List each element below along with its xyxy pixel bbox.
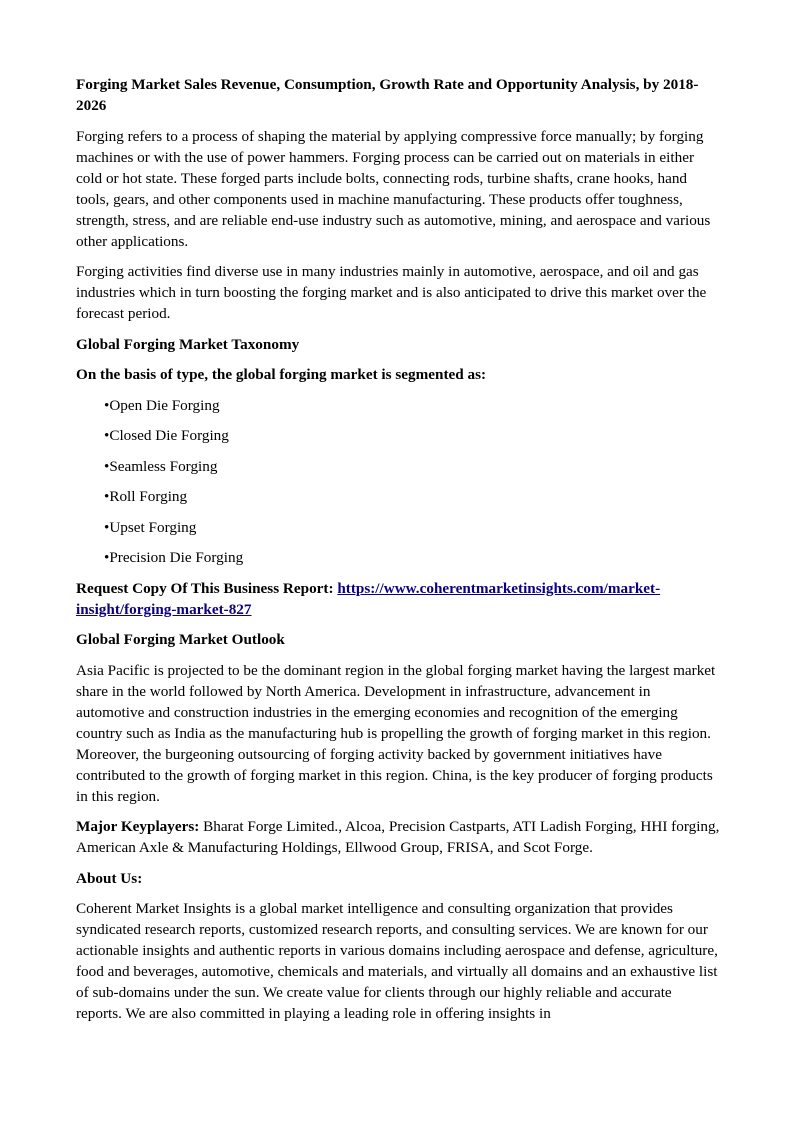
type-heading: On the basis of type, the global forging market is segmented as: bbox=[76, 366, 487, 383]
list-item: •Roll Forging bbox=[104, 488, 188, 505]
report-link[interactable]: https://www.coherentmarketinsights.com/market-insight/forging-market-827 bbox=[76, 579, 661, 618]
about-heading: About Us: bbox=[76, 869, 143, 887]
taxonomy-heading: Global Forging Market Taxonomy bbox=[76, 335, 300, 353]
request-label: Request Copy Of This Business Report: bbox=[76, 579, 334, 597]
keyplayers-label: Major Keyplayers: bbox=[76, 818, 200, 835]
list-item: •Upset Forging bbox=[104, 518, 197, 536]
outlook-heading: Global Forging Market Outlook bbox=[76, 631, 285, 648]
keyplayers-text: Bharat Forge Limited., Alcoa, Precision Castparts, ATI Ladish Forging, HHI forging, American Axle & Manufacturing Holdings, Ellwood Group, FRISA, and Scot Forge. bbox=[76, 818, 720, 856]
intro-paragraph-2: Forging activities find diverse use in many industries mainly in automotive, aerospace, and oil and gas industries which in turn boosting the forging market and is also anticipated to drive this market over the forecast period. bbox=[76, 263, 707, 322]
list-item: •Closed Die Forging bbox=[104, 427, 229, 444]
request-copy bbox=[76, 578, 720, 620]
list-item: •Open Die Forging bbox=[104, 396, 220, 414]
keyplayers-paragraph bbox=[76, 816, 720, 858]
list-item: •Precision Die Forging bbox=[104, 549, 244, 566]
about-paragraph: Coherent Market Insights is a global market intelligence and consulting organization that provides syndicated research reports, customized research reports, and consulting services. We are known for our actionable insights and authentic reports in various domains including aerospace and defense, agriculture, food and beverages, automotive, chemicals and materials, and virtually all domains and an exhaustive list of sub-domains under the sun. We create value for clients through our highly reliable and accurate reports. We are also committed in playing a leading role in offering insights in bbox=[76, 900, 718, 1022]
type-list bbox=[76, 395, 720, 569]
document-title: Forging Market Sales Revenue, Consumption, Growth Rate and Opportunity Analysis, by 2018-2026 bbox=[76, 76, 699, 114]
document-page bbox=[76, 74, 720, 1034]
list-item: •Seamless Forging bbox=[104, 457, 218, 475]
outlook-paragraph: Asia Pacific is projected to be the dominant region in the global forging market having the largest market share in the world followed by North America. Development in infrastructure, advancement in automotive and construction industries in the emerging economies and recognition of the emerging country such as India as the manufacturing hub is propelling the growth of forging market in this region. Moreover, the burgeoning outsourcing of forging activity backed by government initiatives have contributed to the growth of forging market in this region. China, is the key producer of forging products in this region. bbox=[76, 661, 716, 805]
intro-paragraph-1: Forging refers to a process of shaping the material by applying compressive force manually; by forging machines or with the use of power hammers. Forging process can be carried out on materials in either cold or hot state. These forged parts include bolts, connecting rods, turbine shafts, crane hooks, hand tools, gears, and other components used in machine manufacturing. These products offer toughness, strength, stress, and are reliable end-use industry such as automotive, mining, and aerospace and various other applications. bbox=[76, 127, 711, 250]
